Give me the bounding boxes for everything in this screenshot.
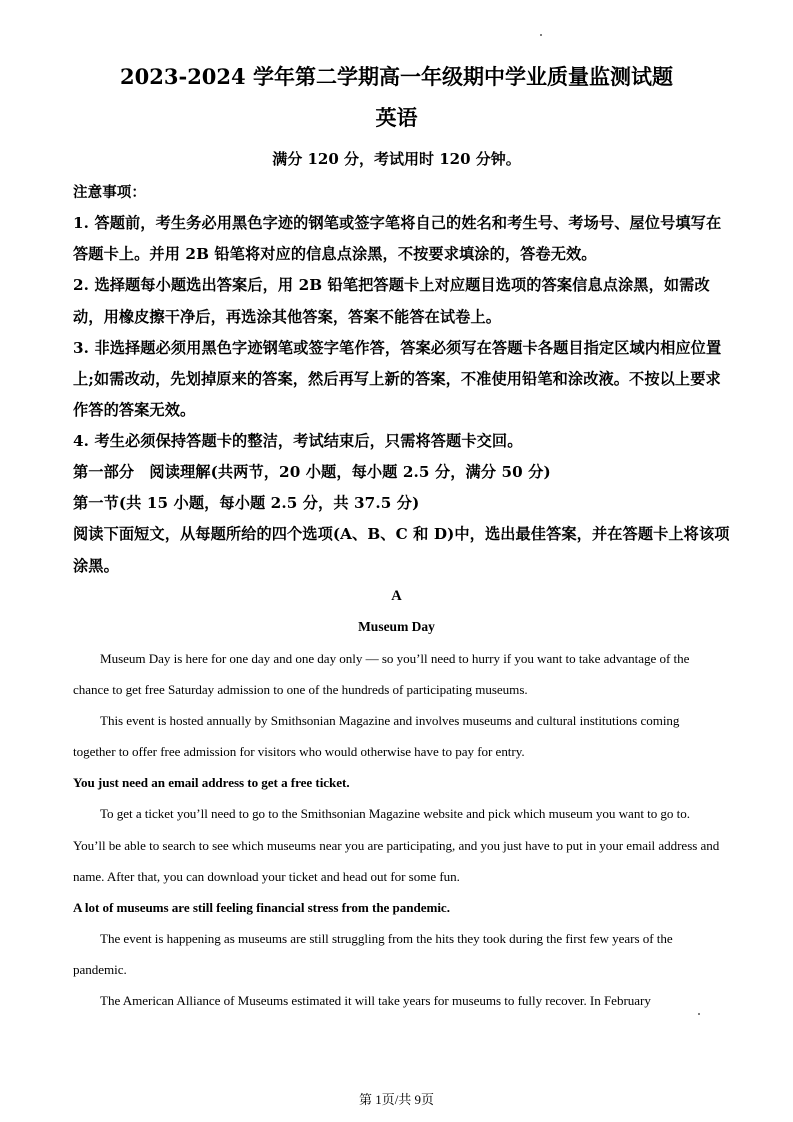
note-item-2: 2. 选择题每小题选出答案后，用 2B 铅笔把答题卡上对应题目选项的答案信息点涂黑，如需改动，用橡皮擦干净后，再选涂其他答案，答案不能答在试卷上。 — [73, 276, 710, 326]
subsection-heading: 第一节(共 15 小题，每小题 2.5 分，共 37.5 分) — [73, 494, 420, 513]
passage-subheading: A lot of museums are still feeling financial stress from the pandemic. — [73, 899, 450, 915]
passage-letter: A — [391, 588, 402, 604]
subject-title: 英语 — [375, 105, 418, 130]
notes-list — [73, 208, 733, 458]
passage-paragraph: Museum Day is here for one day and one day only — so you’ll need to hurry if you want to take advantage of the chance to get free Saturday admission to one of the hundreds of participating museums. — [73, 651, 690, 698]
notes-heading: 注意事项： — [73, 184, 146, 201]
note-item-3: 3. 非选择题必须用黑色字迹钢笔或签字笔作答，答案必须写在答题卡各题目指定区域内相应位置上;如需改动，先划掉原来的答案，然后再写上新的答案，不准使用铅笔和涂改液。不按以上要求作答的答案无效。 — [73, 338, 722, 420]
note-item-1: 1. 答题前，考生务必用黑色字迹的钢笔或签字笔将自己的姓名和考生号、考场号、屋位号填写在答题卡上。并用 2B 铅笔将对应的信息点涂黑，不按要求填涂的，答卷无效。 — [73, 214, 722, 264]
passage-title: Museum Day — [358, 619, 435, 634]
section-info — [73, 457, 733, 582]
note-item-4: 4. 考生必须保持答题卡的整洁，考试结束后，只需将答题卡交回。 — [73, 432, 523, 451]
passage-paragraph: The event is happening as museums are still struggling from the hits they took during the first few years of the pandemic. — [73, 930, 673, 977]
exam-title: 2023-2024 学年第二学期高一年级期中学业质量监测试题 — [120, 64, 673, 89]
page-number: 第 1页/共 9页 — [358, 1092, 435, 1107]
scan-speck — [698, 1013, 700, 1015]
passage-paragraph: This event is hosted annually by Smithsonian Magazine and involves museums and cultural institutions coming together to offer free admission for visitors who would otherwise have to pay for entry. — [73, 713, 680, 760]
part-heading: 第一部分 阅读理解(共两节，20 小题，每小题 2.5 分，满分 50 分) — [73, 463, 551, 481]
passage-subheading: You just need an email address to get a free ticket. — [73, 775, 350, 791]
passage-paragraph: The American Alliance of Museums estimated it will take years for museums to fully recover. In February — [100, 993, 651, 1009]
scan-speck — [540, 34, 542, 36]
passage-paragraph: To get a ticket you’ll need to go to the Smithsonian Magazine website and pick which museum you want to go to. You’ll be able to search to see which museums near you are participating, and you just have to put in your email address and name. After that, you can download your ticket and head out for some fun. — [73, 806, 720, 884]
score-info: 满分 120 分，考试用时 120 分钟。 — [272, 150, 521, 168]
passage-body — [73, 643, 720, 1016]
section-instruction: 阅读下面短文，从每题所给的四个选项(A、B、C 和 D)中，选出最佳答案，并在答题卡上将该项涂黑。 — [73, 525, 730, 575]
